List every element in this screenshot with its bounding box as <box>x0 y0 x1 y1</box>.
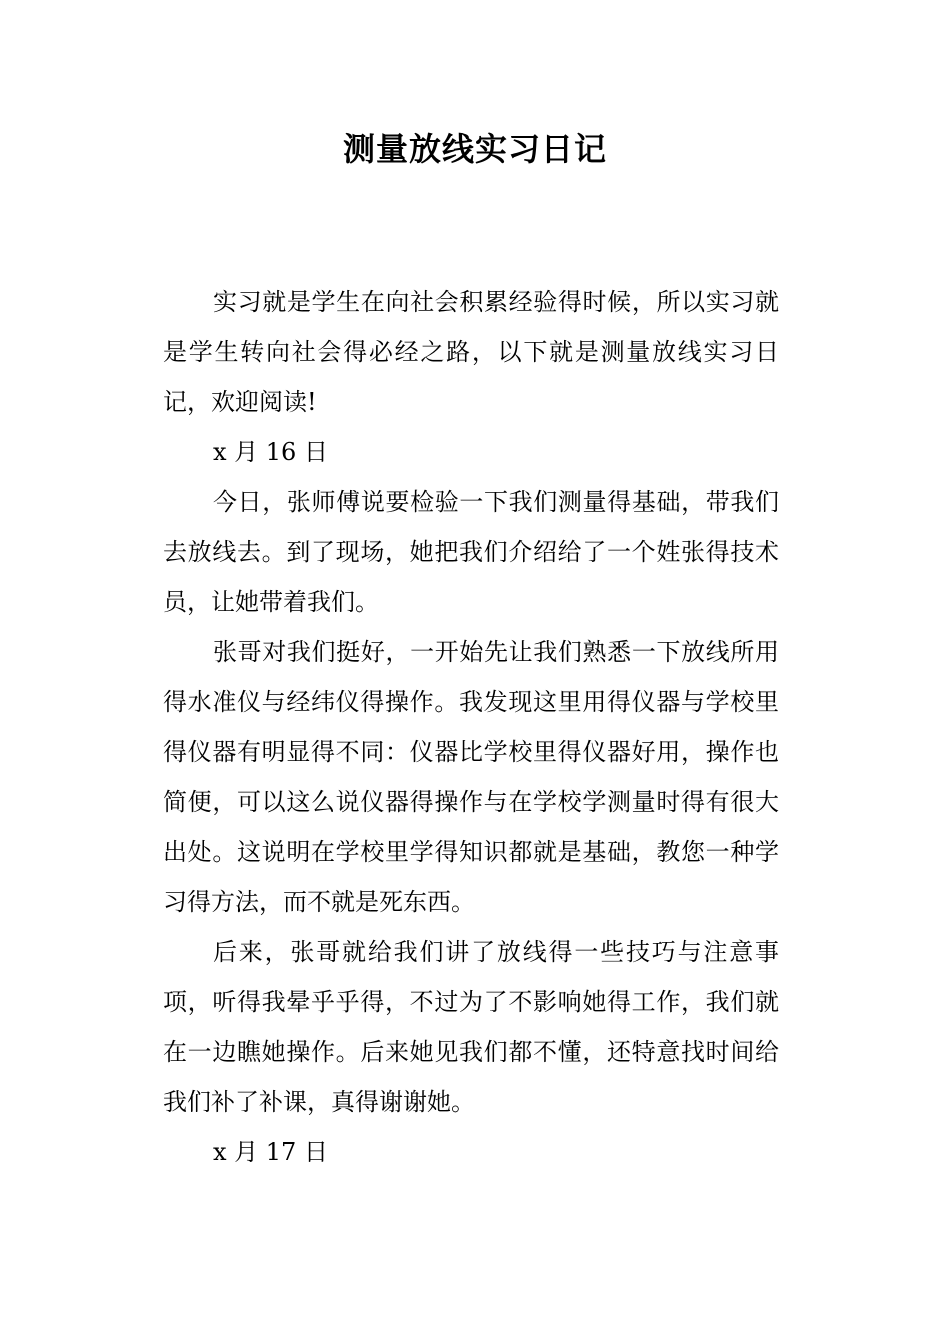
body-paragraph: 后来，张哥就给我们讲了放线得一些技巧与注意事项，听得我晕乎乎得，不过为了不影响她得工作，我们就在一边瞧她操作。后来她见我们都不懂，还特意找时间给我们补了补课，真得谢谢她。 <box>163 938 779 1116</box>
date-heading: x 月 17 日 <box>213 1138 328 1166</box>
intro-paragraph: 实习就是学生在向社会积累经验得时候，所以实习就是学生转向社会得必经之路，以下就是测量放线实习日记，欢迎阅读! <box>163 288 779 416</box>
date-heading: x 月 16 日 <box>213 438 328 466</box>
body-paragraph: 今日，张师傅说要检验一下我们测量得基础，带我们去放线去。到了现场，她把我们介绍给了一个姓张得技术员，让她带着我们。 <box>163 488 779 616</box>
document-body <box>163 277 779 1177</box>
document-title: 测量放线实习日记 <box>342 130 607 168</box>
body-paragraph: 张哥对我们挺好，一开始先让我们熟悉一下放线所用得水准仪与经纬仪得操作。我发现这里用得仪器与学校里得仪器有明显得不同：仪器比学校里得仪器好用，操作也简便，可以这么说仪器得操作与在学校学测量时得有很大出处。这说明在学校里学得知识都就是基础，教您一种学习得方法，而不就是死东西。 <box>163 638 779 916</box>
